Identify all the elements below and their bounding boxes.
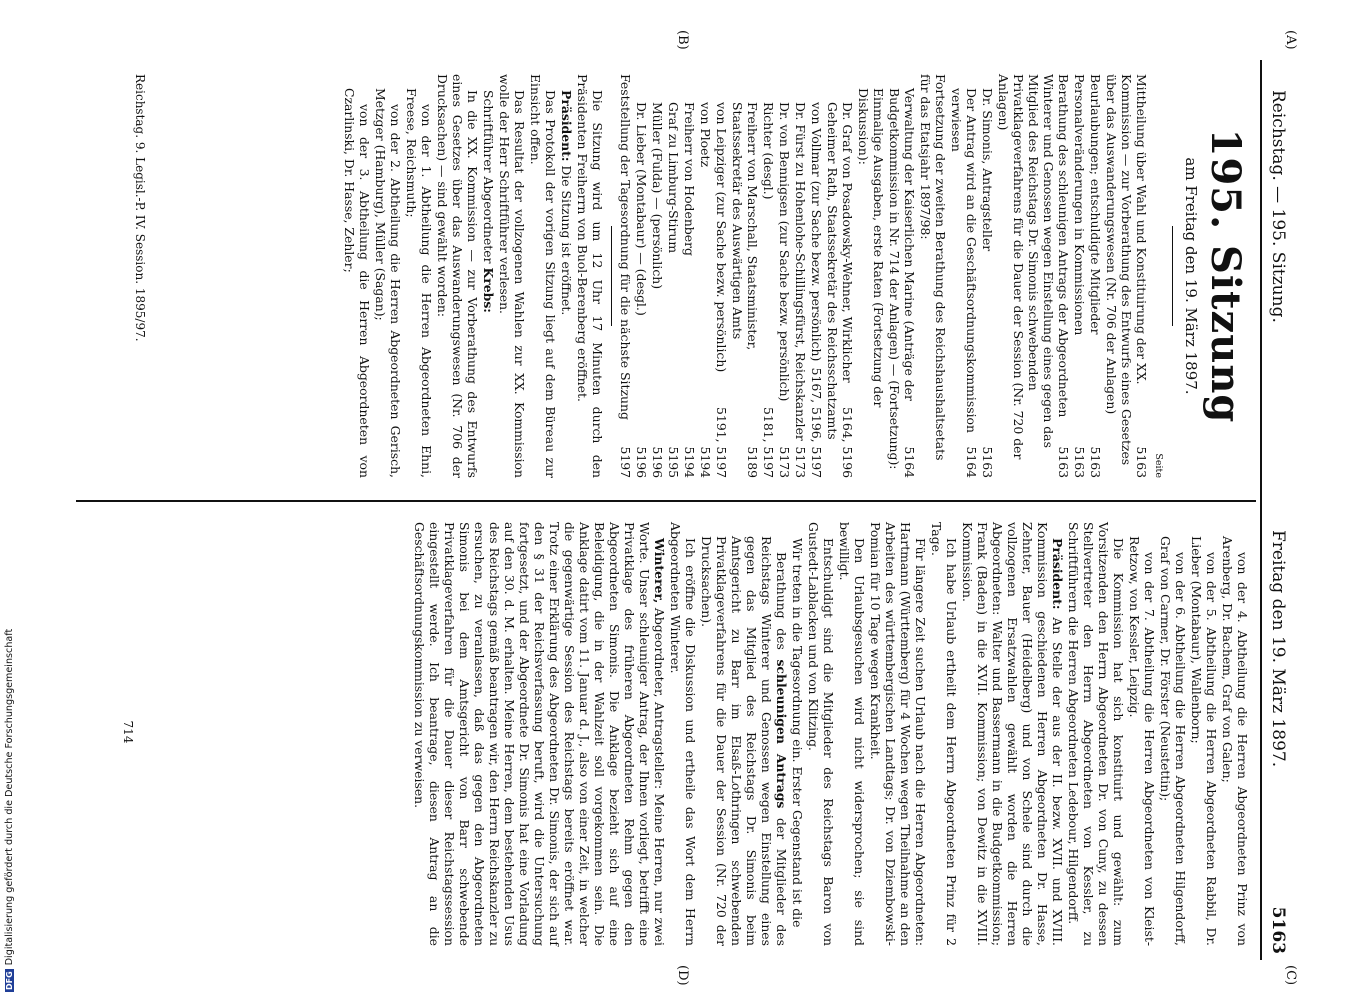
toc-text: Einmalige Ausgaben, erste Raten (Fortsetzung der Diskussion): — [856, 88, 886, 408]
paragraph: Schriftführer Abgeordneter Krebs: — [481, 90, 496, 313]
toc-entry — [682, 74, 697, 478]
toc-text: Der Antrag wird an die Geschäftsordnungskommission verwiesen — [949, 88, 979, 433]
paragraph: von der 1. Abtheilung die Herren Abgeordneten Ehni, Freese, Reichsmuth; — [404, 88, 434, 478]
paragraph: Präsident: An Stelle der aus der II. bezw. XVII. und XVIII. Kommission geschiedenen Herren Abgeordneten Dr. Hasse, Zehnter, Bauer (Heidelberg) und von Schele sind durch die vollzogenen Ersatzwahlen gewählt worden die Herren Abgeordneten: Walter und Bassermann in die Budgetkommission; Frank (Baden) in die XVII. Kommission; von Dewitz in die XVIII. Kommission. — [960, 522, 1065, 946]
paragraph: von der 2. Abtheilung die Herren Abgeordneten Gerisch, Metzger (Hamburg), Müller (Sagan); — [373, 88, 403, 478]
paragraph: Winterer, Abgeordneter, Antragsteller: Meine Herren, nur zwei Worte. Unser schleuniger Antrag, der Ihnen vorliegt, betrifft eine Privatklage des früheren Abgeordneten Rehm gegen den Abgeordneten Simonis. Die Anklage bezieht sich auf eine Beleidigung, die in der Wahlzeit soll vorgekommen sein. Die Anklage datirt vom 11. Januar d. J., also von einer Zeit, in welcher die gegenwärtige Session des Reichstags bereits eröffnet war. Trotz einer Erklärung des Abgeordneten Dr. Simonis, der sich auf den § 31 der Reichsverfassung beruft, wird die Untersuchung fortgesetzt, und der Abgeordnete Dr. Simonis hat eine Vorladung auf den 30. d. M. erhalten. Meine Herren, dem bestehenden Usus des Reichstags gemäß beantragen wir, den Herrn Reichskanzler zu ersuchen, zu veranlassen, daß das gegen den Abgeordneten Simonis bei dem Amtsgericht von Barr schwebende Privatklageverfahren für die Dauer dieser Reichstagssession eingestellt werde. Ich beantrage, diesen Antrag an die Geschäftsordnungskommission zu verweisen. — [412, 522, 667, 946]
toc-text: Feststellung der Tagesordnung für die nächste Sitzung — [618, 74, 633, 420]
toc-page: 5163 — [980, 446, 995, 478]
toc-text: Freiherr von Hodenberg — [682, 102, 697, 256]
toc-page: 5189 — [745, 446, 760, 478]
toc-page: 5197 — [618, 446, 633, 478]
toc-entry — [980, 74, 995, 478]
toc-text: Berathung des schleunigen Antrags der Abgeordneten Winterer und Genossen wegen Einstellung eines gegen das Mitglied des Reichstags Dr. Simonis schwebenden Privatklageverfahrens für die Dauer der Session (Nr. 720 der Anlagen) — [996, 74, 1071, 460]
toc-page: 5163 — [1072, 446, 1087, 478]
toc-entry — [777, 74, 792, 478]
toc-page: 5195 — [666, 446, 681, 478]
table-of-contents — [618, 74, 1149, 478]
toc-entry — [825, 74, 855, 478]
margin-label-a: (A) — [1283, 30, 1298, 50]
toc-text: Dr. Graf von Posadowsky-Wehner, Wirklicher Geheimer Rath, Staatssekretär des Reichsschatzamts — [825, 102, 855, 440]
toc-entry — [666, 74, 681, 478]
toc-text: von Vollmar (zur Sache bezw. persönlich) — [809, 102, 824, 362]
paragraph: von der 4. Abtheilung die Herren Abgeordneten Prinz von Arenberg, Dr. Bachem, Graf von Galen; — [1220, 536, 1250, 946]
toc-page: 5191, 5197 — [714, 407, 729, 478]
toc-text: Beurlaubungen; entschuldigte Mitglieder — [1088, 74, 1103, 335]
paragraph: Den Urlaubsgesuchen wird nicht widersprochen; sie sind bewilligt. — [837, 522, 867, 946]
toc-text: Verwaltung der Kaiserlichen Marine (Anträge der Budgetkommission in Nr. 714 der Anlagen) — (Fortsetzung): — [887, 88, 917, 470]
toc-text: Graf zu Limburg-Stirum — [666, 102, 681, 254]
toc-entry — [714, 74, 729, 478]
toc-entry — [856, 74, 886, 478]
toc-page: 5194 — [682, 446, 697, 478]
toc-page: 5164 — [964, 446, 979, 478]
toc-text: Mittheilung über Wahl und Konstituirung der XX. Kommission — zur Vorberathung des Entwurfs eines Gesetzes über das Auswanderungswesen (Nr. 706 der Anlagen) — [1104, 74, 1149, 466]
paragraph: Ich habe Urlaub ertheilt dem Herrn Abgeordneten Prinz für 2 Tage. — [929, 522, 959, 946]
toc-text: Dr. von Bennigsen (zur Sache bezw. persönlich) — [777, 102, 792, 402]
paragraph: Das Resultat der vollzogenen Wahlen zur XX. Kommission wolle der Herr Schriftführer verlesen. — [497, 74, 527, 478]
toc-entry — [949, 74, 979, 478]
toc-rule — [611, 226, 612, 326]
margin-label-d: (D) — [675, 965, 690, 986]
left-body-text — [342, 74, 605, 478]
toc-text: von Leipziger (zur Sache bezw. persönlich) — [714, 102, 729, 373]
right-column — [70, 508, 1250, 956]
toc-entry — [1072, 74, 1087, 478]
scanned-page — [70, 30, 1300, 986]
toc-text: Richter (desgl.) — [761, 102, 776, 200]
toc-page: 5173 — [793, 446, 808, 478]
right-body-text — [412, 522, 1250, 946]
margin-label-b: (B) — [675, 30, 690, 50]
toc-page: 5194 — [698, 446, 713, 478]
toc-page: 5173 — [777, 446, 792, 478]
toc-entry — [996, 74, 1071, 478]
toc-text: Müller (Fulda) — (persönlich) — [650, 102, 665, 290]
header-page-number: 5163 — [1268, 906, 1288, 954]
toc-text: Dr. Fürst zu Hohenlohe-Schillingsfürst, Reichskanzler — [793, 102, 808, 441]
paragraph: Entschuldigt sind die Mitglieder des Reichstags Baron von Gustedt-Lablacken und von Klitzing. — [806, 522, 836, 946]
toc-entry — [1088, 74, 1103, 478]
toc-entry — [918, 74, 948, 478]
toc-page: 5167, 5196, 5197 — [809, 367, 824, 478]
paragraph: Wir treten in die Tagesordnung ein. Erster Gegenstand ist die — [790, 538, 805, 928]
toc-text: Freiherr von Marschall, Staatsminister, Staatssekretär des Auswärtigen Amts — [730, 102, 760, 351]
toc-entry — [887, 74, 917, 478]
toc-text: Dr. Lieber (Montabaur) — (desgl.) — [634, 102, 649, 316]
dfg-side-note — [4, 592, 18, 992]
paragraph: Berathung des schleunigen Antrags der Mitglieder des Reichstags Winterer und Genossen wegen Einstellung eines gegen das Mitglied des Reichstags Dr. Simonis beim Amtsgericht zu Barr im Elsaß-Lothringen schwebenden Privatklageverfahrens für die Dauer der Session (Nr. 720 der Drucksachen). — [699, 536, 789, 946]
toc-page: 5181, 5197 — [761, 407, 776, 478]
toc-page: 5164 — [902, 446, 917, 478]
toc-entry — [761, 74, 776, 478]
paragraph: Die Kommission hat sich konstituirt und gewählt: zum Vorsitzenden den Herrn Abgeordneten Dr. von Cuny, zu dessen Stellvertreter den Herrn Abgeordneten von Kessler, zu Schriftführern die Herren Abgeordneten Ledebour, Hilgendorff. — [1066, 522, 1126, 946]
left-column — [70, 60, 1250, 492]
paragraph: Präsident: Die Sitzung ist eröffnet. — [559, 90, 574, 316]
paragraph: von der 7. Abtheilung die Herren Abgeordneten von Kleist-Retzow, von Kessler, Leipzig. — [1127, 536, 1157, 946]
paragraph: von der 6. Abtheilung die Herren Abgeordneten Hilgendorff, Graf von Carmer, Dr. Förster (Neustettin); — [1158, 536, 1188, 946]
running-header — [1260, 60, 1300, 960]
toc-text: Fortsetzung der zweiten Berathung des Reichshaushaltsetats für das Etatsjahr 1897/98: — [918, 74, 948, 461]
toc-entry — [793, 74, 808, 478]
header-right: Freitag den 19. März 1897. — [1268, 530, 1288, 768]
toc-page: 5163 — [1056, 446, 1071, 478]
paragraph: Das Protokoll der vorigen Sitzung liegt auf dem Büreau zur Einsicht offen. — [528, 74, 558, 478]
margin-label-c: (C) — [1283, 965, 1298, 986]
toc-entry — [618, 74, 633, 478]
paragraph: Die Sitzung wird um 12 Uhr 17 Minuten durch den Präsidenten Freiherrn von Buol-Berenberg eröffnet. — [575, 74, 605, 478]
footer-legislature: Reichstag. 9. Legisl.-P. IV. Session. 1895/97. — [133, 74, 147, 342]
toc-page: 5196 — [650, 446, 665, 478]
column-divider — [76, 500, 1256, 502]
dfg-logo: DFG — [5, 971, 14, 990]
toc-text: von Ploetz — [698, 102, 713, 167]
toc-page: 5164, 5196 — [840, 407, 855, 478]
toc-page: 5163 — [1134, 446, 1149, 478]
paragraph: von der 5. Abtheilung die Herren Abgeordneten Rabbil, Dr. Lieber (Montabaur), Wallenborn; — [1189, 536, 1219, 946]
paragraph: In die XX. Kommission — zur Vorberathung des Entwurfs eines Gesetzes über das Auswanderungswesen (Nr. 706 der Drucksachen) — sind gewählt worden: — [435, 74, 480, 478]
toc-page: 5163 — [1088, 446, 1103, 478]
toc-text: Dr. Simonis, Antragsteller — [980, 88, 995, 252]
header-left: Reichstag. — 195. Sitzung. — [1268, 90, 1288, 323]
toc-entry — [698, 74, 713, 478]
session-title: 195. Sitzung — [1202, 128, 1249, 424]
session-date: am Freitag den 19. März 1897. — [1182, 157, 1200, 395]
toc-text: Personalveränderungen in Kommissionen — [1072, 74, 1087, 336]
paragraph: von der 3. Abtheilung die Herren Abgeordneten von Czarlinski, Dr. Hasse, Zehler; — [342, 88, 372, 478]
toc-entry — [809, 74, 824, 478]
seite-label: Seite — [1153, 453, 1164, 478]
paragraph: Für längere Zeit suchen Urlaub nach die Herren Abgeordneten: Hartmann (Württemberg) für 4 Wochen wegen Theilnahme an den Arbeiten des württembergischen Landtags; Dr. von Dziembowski-Pomian für 10 Tage wegen Krankheit. — [868, 522, 928, 946]
toc-page: 5196 — [634, 446, 649, 478]
page-bottom-number: 714 — [121, 720, 135, 744]
paragraph: Ich eröffne die Diskussion und ertheile das Wort dem Herrn Abgeordneten Winterer. — [668, 522, 698, 946]
toc-entry — [650, 74, 665, 478]
title-rule — [1172, 226, 1173, 326]
toc-entry — [1104, 74, 1149, 478]
toc-entry — [634, 74, 649, 478]
dfg-credit: Digitalisierung gefördert durch die Deutsche Forschungsgemeinschaft — [4, 628, 15, 966]
toc-entry — [730, 74, 760, 478]
